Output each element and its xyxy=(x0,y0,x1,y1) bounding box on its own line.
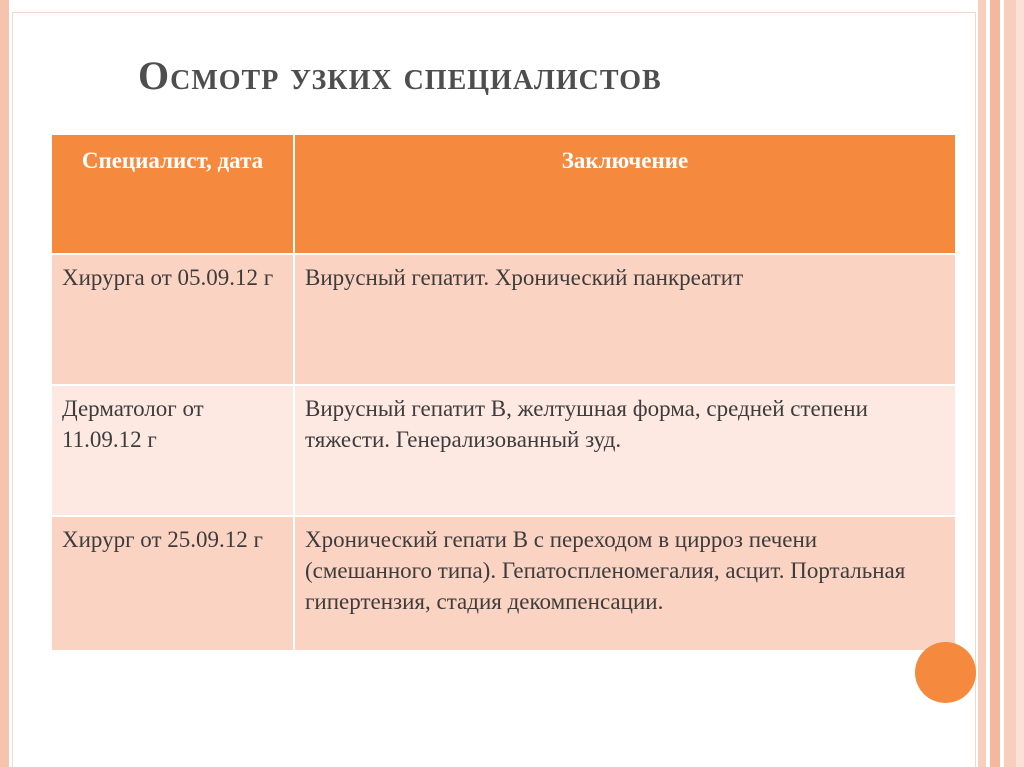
slide-title: Осмотр узких специалистов xyxy=(138,53,662,98)
decorative-circle xyxy=(915,642,976,703)
cell-conclusion: Вирусный гепатит В, желтушная форма, средней степени тяжести. Генерализованный зуд. xyxy=(294,385,956,516)
cell-conclusion: Вирусный гепатит. Хронический панкреатит xyxy=(294,254,956,385)
cell-specialist: Хирург от 25.09.12 г xyxy=(51,516,294,651)
cell-specialist: Хирурга от 05.09.12 г xyxy=(51,254,294,385)
cell-specialist: Дерматолог от 11.09.12 г xyxy=(51,385,294,516)
specialists-table xyxy=(50,133,957,652)
table-row xyxy=(51,254,956,385)
table-row xyxy=(51,516,956,651)
header-specialist: Специалист, дата xyxy=(51,134,294,254)
right-decorative-stripes xyxy=(978,0,1024,767)
header-conclusion: Заключение xyxy=(294,134,956,254)
table-header-row xyxy=(51,134,956,254)
cell-conclusion: Хронический гепати В с переходом в цирроз печени (смешанного типа). Гепатоспленомегалия, асцит. Портальная гипертензия, стадия декомпенсации. xyxy=(294,516,956,651)
table-row xyxy=(51,385,956,516)
left-decorative-stripe xyxy=(0,0,9,767)
